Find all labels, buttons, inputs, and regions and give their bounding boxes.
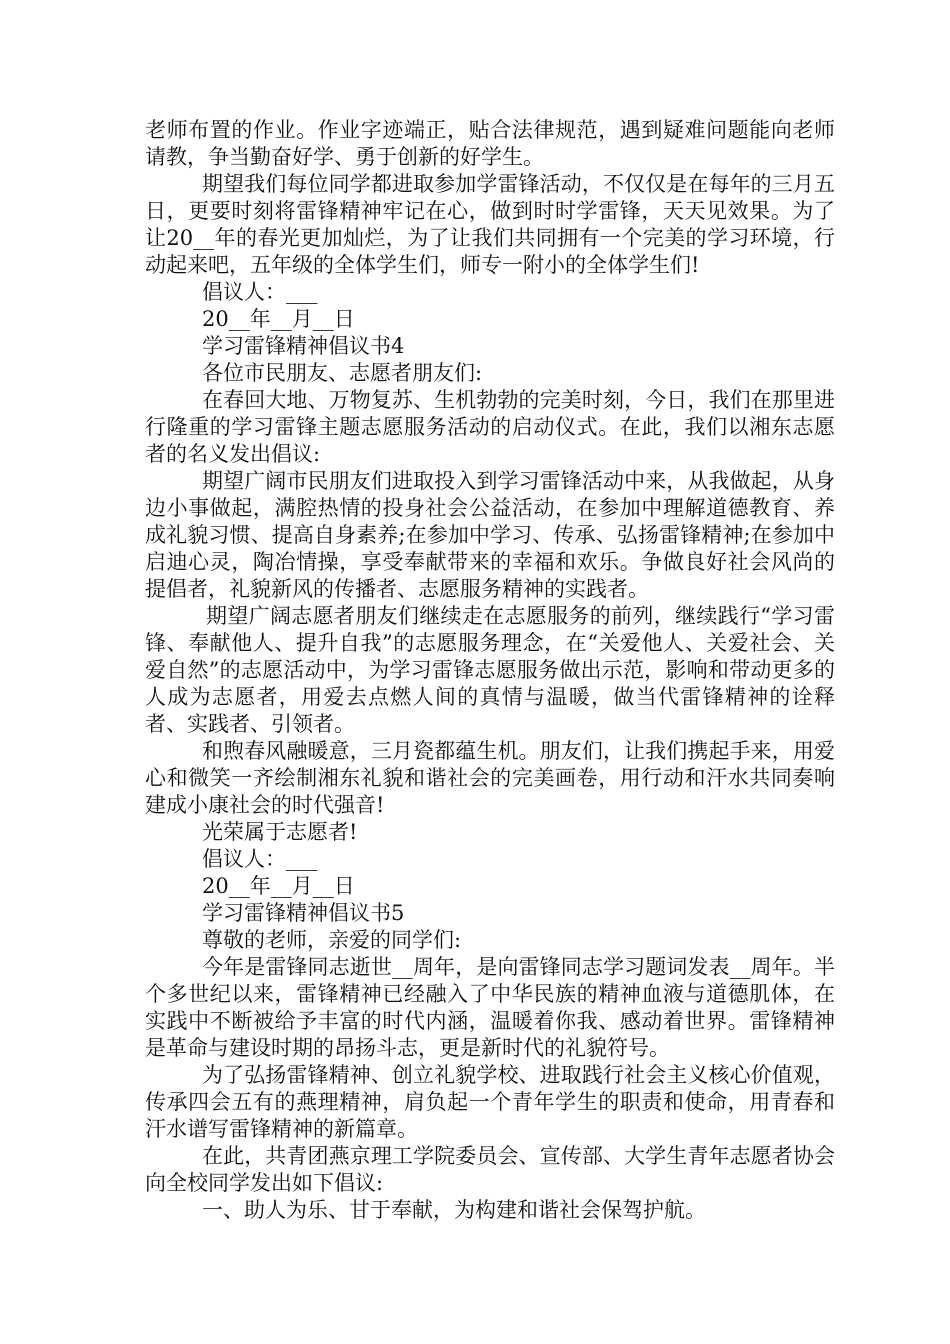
signature-line: 倡议人：___ — [202, 847, 318, 871]
paragraph: 老师布置的作业。作业字迹端正，贴合法律规范，遇到疑难问题能向老师请教，争当勤奋好学、勇于创新的好学生。 — [145, 118, 835, 169]
paragraph: 为了弘扬雷锋精神、创立礼貌学校、进取践行社会主义核心价值观，传承四会五有的燕理精神，肩负起一个青年学生的职责和使命，用青春和汗水谱写雷锋精神的新篇章。 — [145, 1063, 835, 1141]
paragraph: 期望广阔志愿者朋友们继续走在志愿服务的前列，继续践行“学习雷锋、奉献他人、提升自我”的志愿服务理念，在“关爱他人、关爱社会、关爱自然”的志愿活动中，为学习雷锋志愿服务做出示范，影响和带动更多的人成为志愿者，用爱去点燃人间的真情与温暖，做当代雷锋精神的诠释者、实践者、引领者。 — [145, 604, 835, 736]
paragraph: 和煦春风融暖意，三月瓷都蕴生机。朋友们，让我们携起手来，用爱心和微笑一齐绘制湘东礼貌和谐社会的完美画卷，用行动和汗水共同奏响建成小康社会的时代强音! — [145, 739, 835, 817]
paragraph: 在春回大地、万物复苏、生机勃勃的完美时刻，今日，我们在那里进行隆重的学习雷锋主题志愿服务活动的启动仪式。在此，我们以湘东志愿者的名义发出倡议: — [145, 388, 835, 466]
date-line: 20__年__月__日 — [202, 874, 355, 898]
paragraph: 今年是雷锋同志逝世__周年，是向雷锋同志学习题词发表__周年。半个多世纪以来，雷锋精神已经融入了中华民族的精神血液与道德肌体，在实践中不断被给予丰富的时代内涵，温暖着你我、感动着世界。雷锋精神是革命与建设时期的昂扬斗志，更是新时代的礼貌符号。 — [145, 955, 835, 1060]
list-item: 一、助人为乐、甘于奉献，为构建和谐社会保驾护航。 — [202, 1198, 706, 1222]
slogan-line: 光荣属于志愿者! — [202, 820, 358, 844]
section-title: 学习雷锋精神倡议书4 — [202, 334, 405, 358]
salutation: 各位市民朋友、志愿者朋友们: — [202, 361, 483, 385]
paragraph: 期望我们每位同学都进取参加学雷锋活动，不仅仅是在每年的三月五日，更要时刻将雷锋精神牢记在心，做到时时学雷锋，天天见效果。为了让20__年的春光更加灿烂，为了让我们共同拥有一个完美的学习环境，行动起来吧，五年级的全体学生们，师专一附小的全体学生们! — [145, 172, 835, 277]
salutation: 尊敬的老师，亲爱的同学们: — [202, 928, 462, 952]
document-body — [145, 117, 835, 1224]
signature-line: 倡议人：___ — [202, 280, 318, 304]
section-title: 学习雷锋精神倡议书5 — [202, 901, 405, 925]
paragraph: 期望广阔市民朋友们进取投入到学习雷锋活动中来，从我做起，从身边小事做起，满腔热情的投身社会公益活动，在参加中理解道德教育、养成礼貌习惯、提高自身素养;在参加中学习、传承、弘扬雷锋精神;在参加中启迪心灵，陶冶情操，享受奉献带来的幸福和欢乐。争做良好社会风尚的提倡者，礼貌新风的传播者、志愿服务精神的实践者。 — [145, 469, 835, 601]
paragraph: 在此，共青团燕京理工学院委员会、宣传部、大学生青年志愿者协会向全校同学发出如下倡议: — [145, 1144, 835, 1195]
date-line: 20__年__月__日 — [202, 307, 355, 331]
